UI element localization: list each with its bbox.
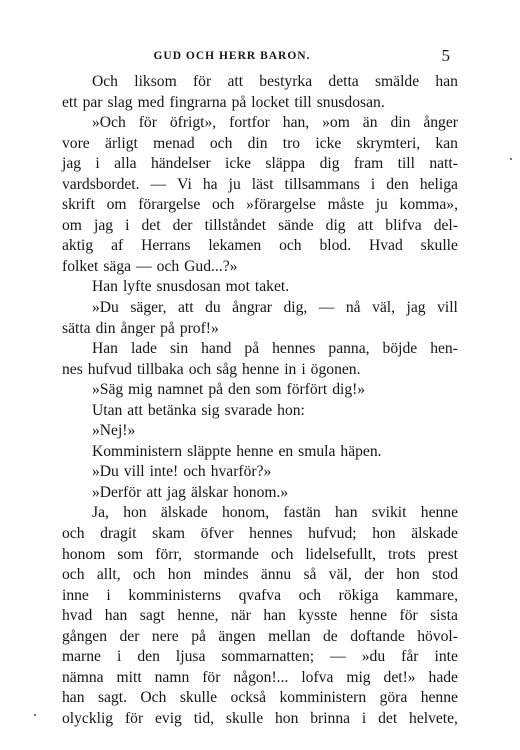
word: henne [420,689,458,707]
word: komministern [279,689,367,707]
word: fram [353,155,384,173]
word: förfört [286,381,328,399]
word: »Derför [92,483,142,501]
word: sände [278,216,314,234]
word: henne [420,504,458,522]
word: komministerns [128,586,222,604]
word: fastän [283,504,321,522]
word: »förargelse [246,196,316,214]
word: din [95,319,116,337]
word: trots [387,545,416,563]
word: den [228,381,251,399]
word: liksom [134,73,177,90]
word: Gud...?» [184,257,238,275]
word: lofva [301,668,334,686]
text-line [62,134,458,155]
word: sagt. [97,689,127,707]
word: ju [228,175,241,193]
word: nere [151,627,179,645]
word: der [364,566,384,584]
word: mig [128,381,153,399]
text-line [62,442,458,463]
word: brinna [310,709,351,727]
word: snusdosan [156,278,221,296]
word: till [397,155,415,173]
page-number: 5 [441,46,450,65]
word: på [231,93,247,111]
word: den [137,648,160,666]
word: lekamen [208,237,262,255]
word: fortfor [229,114,270,132]
word: sig [201,401,220,419]
word: någon!... [233,668,289,686]
text-line [62,545,458,566]
word: helvete, [409,709,458,727]
word: skulle [179,689,218,707]
word: hennes [272,340,316,358]
word: jag [406,299,426,317]
text-line [62,195,458,216]
word: för [124,709,144,727]
text-line [62,503,458,524]
word: hvad [62,607,93,625]
word: ögonen. [310,360,361,378]
word: Ja, [92,504,109,522]
word: säger, [130,299,167,317]
word: Komministern [92,442,183,460]
word: skrymteri, [356,134,421,152]
paper-speck [510,158,512,160]
word: ljusa [175,648,206,666]
word: tillståndet [204,216,267,234]
word: blod. [319,237,352,255]
word: »Och [92,114,126,132]
text-line [62,401,458,422]
word: såg [216,360,238,378]
word: Och [92,73,118,90]
word: Vi [177,175,192,193]
word: Hvad [368,237,403,255]
word: händelser [150,155,211,173]
word: »du [361,648,386,666]
word: folket [62,257,99,275]
word: den [386,175,409,193]
word: gången [62,627,108,645]
word: del- [433,216,458,234]
word: ha [202,175,218,193]
word: förr, [155,545,182,563]
word: hufvud [87,360,132,378]
word: på [244,340,260,358]
word: doftande [350,627,405,645]
word: älskade [160,504,208,522]
word: älskade [411,525,458,543]
word: tid, [193,709,215,727]
word: vill [437,299,458,317]
text-line [62,483,458,504]
word: par [82,93,103,111]
word: namn [154,668,190,686]
word: nes [62,360,83,378]
word: att [357,216,374,234]
word: ännu [260,566,292,584]
word: han [104,607,128,625]
word: bestyrka [259,73,313,90]
word: ånger [120,319,156,337]
word: din [390,114,411,132]
text-line [62,257,458,278]
word: vill [123,463,145,481]
word: väl, [328,566,352,584]
text-line [62,421,458,442]
word: henne [236,442,274,460]
text-line [62,627,458,648]
word: för [202,668,221,686]
word: och [183,463,206,481]
text-line [62,647,458,668]
word: i [125,216,130,234]
word: in [284,360,297,378]
word: allt, [96,566,121,584]
text-line [62,380,458,401]
word: jag [166,483,186,501]
word: stod [432,566,458,584]
word: »Nej!» [92,422,136,440]
text-line [62,524,458,545]
text-line [62,668,458,689]
word: att [178,299,194,317]
paper-speck [34,714,36,716]
word: slag [107,93,133,111]
word: hon: [277,401,305,419]
word: inne [62,586,89,604]
word: släppa [265,155,306,173]
text-line [62,93,458,114]
word: svarade [224,401,273,419]
word: menad [153,134,195,152]
word: »om [322,114,350,132]
word: sätta [62,319,91,337]
word: väl, [372,299,396,317]
word: i [106,586,111,604]
word: henne [242,360,280,378]
word: icke [315,134,342,152]
word: panna, [328,340,370,358]
word: hon [396,566,420,584]
word: tro [282,134,301,152]
word: heliga [419,175,458,193]
word: om [62,216,82,234]
word: med [137,93,165,111]
word: du [205,299,221,317]
word: prof!» [179,319,219,337]
word: Han [92,278,118,296]
word: dig!» [332,381,366,399]
word: som [117,545,144,563]
word: och [132,566,156,584]
word: stormande [193,545,259,563]
word: hvarför?» [210,463,272,481]
word: att [127,401,143,419]
word: han [62,689,85,707]
word: mot [225,278,250,296]
word: hövol- [417,627,458,645]
word: och [211,196,235,214]
word: snusdosan. [316,93,385,111]
word: får [401,648,419,666]
word: det!» [383,668,416,686]
word: och [279,237,302,255]
word: honom, [221,504,270,522]
word: böjde [382,340,418,358]
word: vardsbordet. [62,175,140,193]
word: öfrigt», [169,114,217,132]
word: för [138,114,157,132]
word: Utan [92,401,123,419]
word: henne, [177,607,219,625]
word: han [334,504,358,522]
word: sin [169,340,189,358]
word: mig [346,668,371,686]
word: de [323,627,338,645]
word: jag [62,155,82,173]
word: nå [345,299,361,317]
word: smälde [374,73,420,90]
word: honom [62,545,106,563]
word: hon [372,525,396,543]
word: hufvud; [308,525,357,543]
word: och [188,360,212,378]
word: dragit [100,525,137,543]
word: ju [375,196,388,214]
word: tillsammans [284,175,360,193]
word: evig [154,709,182,727]
text-line [62,154,458,175]
word: en [278,442,294,460]
word: marne [62,648,101,666]
word: inte [434,648,458,666]
word: »Säg [92,381,124,399]
word: i [361,709,367,727]
word: »Du [92,299,119,317]
word: och [298,586,322,604]
word: säga [103,257,132,275]
word: henne [349,607,388,625]
word: om [106,196,127,214]
word: Han [92,340,118,358]
word: af [111,237,124,255]
word: skrift [62,196,95,214]
word: — [136,257,152,275]
word: hen- [430,340,458,358]
word: ångrar [232,299,272,317]
word: Herrans [141,237,191,255]
word: kammare, [396,586,458,604]
word: dig [325,216,346,234]
running-head [62,46,460,70]
word: prest [427,545,458,563]
word: taket. [254,278,290,296]
text-line [62,72,458,93]
word: smula [298,442,336,460]
word: ängen [218,627,256,645]
word: lidelsefullt, [305,545,376,563]
word: måste [327,196,365,214]
word: sagt [139,607,165,625]
text-line [62,319,458,340]
word: också [230,689,267,707]
word: ett [62,93,78,111]
word: kan [435,134,458,152]
text-line [62,688,458,709]
word: hon [275,709,299,727]
word: göra [379,689,408,707]
word: rökiga [338,586,379,604]
word: namnet [157,381,204,399]
word: häpen. [340,442,382,460]
word: jag [93,216,114,234]
word: som [255,381,282,399]
word: att [146,483,162,501]
word: skam [152,525,186,543]
word: han [263,607,286,625]
word: öfver [200,525,234,543]
word: sista [430,607,458,625]
text-line [62,462,458,483]
word: — [318,299,335,317]
text-line [62,277,458,298]
word: detta [328,73,359,90]
word: hon [167,566,192,584]
word: han [435,73,458,90]
word: på [160,319,175,337]
word: qvafva [238,586,282,604]
word: och [156,257,180,275]
text-line [62,298,458,319]
word: och [270,545,294,563]
word: när [230,607,251,625]
word: hand [201,340,232,358]
word: betänka [147,401,197,419]
word: han, [282,114,310,132]
word: aktig [62,237,94,255]
word: din [247,134,268,152]
word: i [95,155,100,173]
word: honom.» [233,483,289,501]
word: svikit [371,504,407,522]
word: skulle [420,237,458,255]
text-line [62,236,458,257]
word: det [141,216,161,234]
word: mellan [268,627,311,645]
word: fingrarna [169,93,227,111]
word: »Du [92,463,119,481]
word: — [150,175,167,193]
text-line [62,216,458,237]
text-line [62,113,458,134]
word: natt- [429,155,458,173]
text-line [62,709,458,730]
word: dig [319,155,340,173]
word: Och [140,689,167,707]
word: skulle [225,709,264,727]
word: icke [225,155,252,173]
word: nämna [62,668,104,686]
word: att [227,73,244,90]
word: inte! [149,463,179,481]
text-line [62,339,458,360]
word: för [399,607,418,625]
word: kysste [298,607,338,625]
word: så [303,566,317,584]
word: och [62,525,85,543]
text-line [62,360,458,381]
word: det [378,709,398,727]
word: tillbaka [136,360,184,378]
word: komma», [399,196,458,214]
word: i [301,360,306,378]
word: olycklig [62,709,114,727]
word: på [208,381,224,399]
word: hon [123,504,147,522]
word: mindes [203,566,249,584]
text-line [62,586,458,607]
running-title: GUD OCH HERR BARON. [153,50,311,62]
word: älskar [190,483,229,501]
word: sommarnatten; [221,648,315,666]
word: förargelse [138,196,201,214]
word: och [62,566,85,584]
text-line [62,565,458,586]
word: än [362,114,378,132]
word: der [172,216,193,234]
word: hennes [249,525,293,543]
word: släppte [187,442,232,460]
body-text [62,72,458,730]
word: för [192,73,212,90]
word: i [370,175,376,193]
word: — [330,648,346,666]
word: på [191,627,206,645]
word: dig, [283,299,308,317]
word: lade [130,340,157,358]
word: der [119,627,140,645]
text-line [62,175,458,196]
word: till [294,93,312,111]
word: ärligt [104,134,138,152]
word: blifva [385,216,422,234]
word: vore [62,134,90,152]
word: läst [251,175,274,193]
word: i [117,648,122,666]
word: hade [428,668,458,686]
word: lyfte [122,278,152,296]
word: locket [251,93,290,111]
word: alla [114,155,137,173]
word: och [209,134,233,152]
word: mitt [116,668,142,686]
word: ånger [423,114,458,132]
text-line [62,606,458,627]
